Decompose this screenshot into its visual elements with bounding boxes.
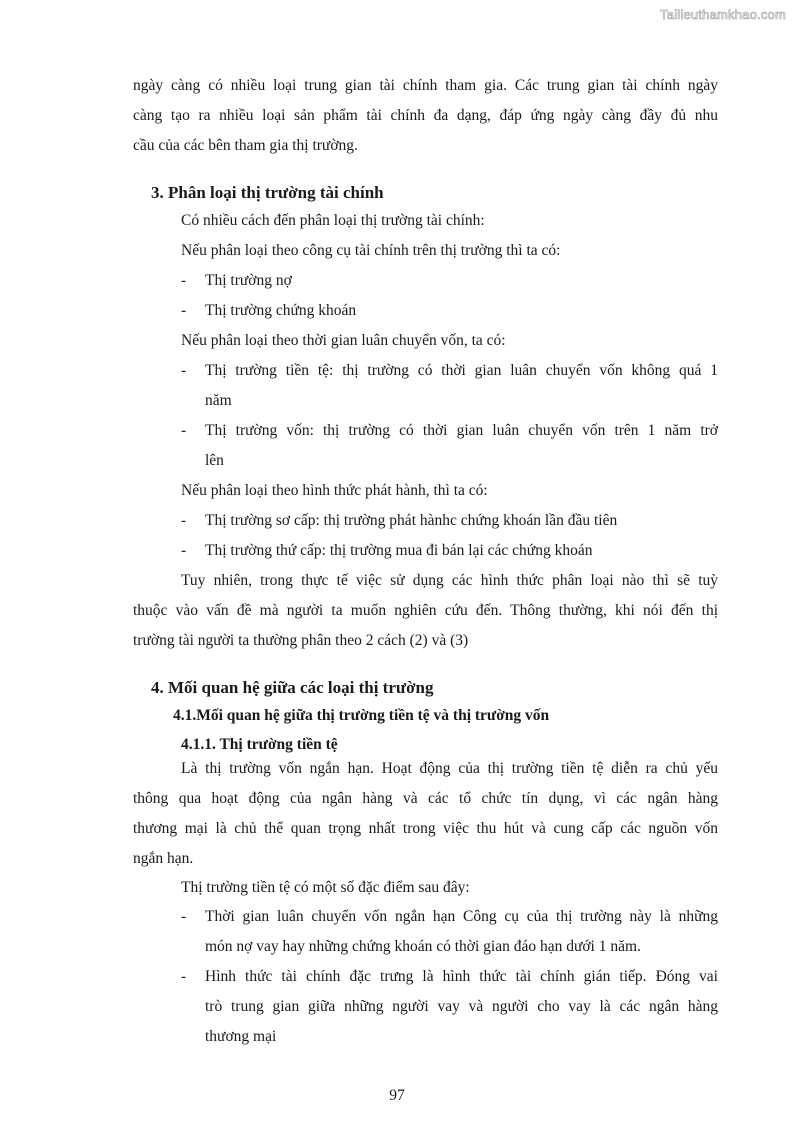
paragraph-line: ngắn hạn.	[133, 850, 194, 867]
list-item: Thị trường sơ cấp: thị trường phát hànhc chứng khoán lần đầu tiên	[205, 512, 618, 529]
intro-line-3: cầu của các bên tham gia thị trường.	[133, 137, 358, 154]
list-item: Thị trường chứng khoán	[205, 302, 357, 319]
intro-line-1: ngày càng có nhiều loại trung gian tài chính tham gia. Các trung gian tài chính ngày	[133, 77, 718, 94]
bullet-dash: -	[181, 968, 187, 985]
list-item: Thị trường vốn: thị trường có thời gian luân chuyển vốn trên 1 năm trở	[205, 422, 718, 439]
list-item: Thời gian luân chuyển vốn ngắn hạn Công cụ của thị trường này là những	[205, 908, 718, 925]
section-3-heading: 3. Phân loại thị trường tài chính	[151, 183, 384, 202]
list-item-continuation: lên	[205, 452, 224, 469]
page-number: 97	[389, 1087, 405, 1104]
paragraph: Có nhiều cách đến phân loại thị trường tài chính:	[181, 212, 485, 229]
list-item: Thị trường nợ	[205, 272, 292, 289]
bullet-dash: -	[181, 908, 187, 925]
paragraph: Tuy nhiên, trong thực tế việc sử dụng các hình thức phân loại nào thì sẽ tuỳ	[181, 572, 718, 589]
list-item-continuation: năm	[205, 392, 232, 409]
list-item-continuation: thương mại	[205, 1028, 277, 1045]
list-item-continuation: món nợ vay hay những chứng khoán có thời gian đáo hạn dưới 1 năm.	[205, 938, 641, 955]
paragraph-line: thuộc vào vấn đề mà người ta muốn nghiên cứu đến. Thông thường, khi nói đến thị	[133, 602, 718, 619]
list-item-continuation: trò trung gian giữa những người vay và người cho vay là các ngân hàng	[205, 998, 718, 1015]
paragraph: Nếu phân loại theo thời gian luân chuyển vốn, ta có:	[181, 332, 506, 349]
watermark: Tailieuthamkhao.com	[660, 7, 786, 22]
subsection-heading: 4.1.Mối quan hệ giữa thị trường tiền tệ và thị trường vốn	[173, 707, 550, 724]
paragraph: Thị trường tiền tệ có một số đặc điểm sau đây:	[181, 879, 470, 896]
paragraph-line: thông qua hoạt động của ngân hàng và các tổ chức tín dụng, vì các ngân hàng	[133, 790, 718, 807]
bullet-dash: -	[181, 542, 187, 559]
subsubsection-heading: 4.1.1. Thị trường tiền tệ	[181, 736, 338, 753]
paragraph: Nếu phân loại theo hình thức phát hành, thì ta có:	[181, 482, 488, 499]
paragraph: Là thị trường vốn ngắn hạn. Hoạt động của thị trường tiền tệ diễn ra chủ yếu	[181, 760, 718, 777]
paragraph-line: trường tài người ta thường phân theo 2 cách (2) và (3)	[133, 632, 469, 649]
list-item: Hình thức tài chính đặc trưng là hình thức tài chính gián tiếp. Đóng vai	[205, 968, 718, 985]
list-item: Thị trường tiền tệ: thị trường có thời gian luân chuyển vốn không quá 1	[205, 362, 718, 379]
bullet-dash: -	[181, 422, 187, 439]
list-item: Thị trường thứ cấp: thị trường mua đi bán lại các chứng khoán	[205, 542, 593, 559]
paragraph-line: thương mại là chủ thể quan trọng nhất trong việc thu hút và cung cấp các nguồn vốn	[133, 820, 718, 837]
bullet-dash: -	[181, 512, 187, 529]
bullet-dash: -	[181, 302, 187, 319]
section-4-heading: 4. Mối quan hệ giữa các loại thị trường	[151, 678, 434, 697]
bullet-dash: -	[181, 362, 187, 379]
paragraph: Nếu phân loại theo công cụ tài chính trên thị trường thì ta có:	[181, 242, 561, 259]
intro-line-2: càng tạo ra nhiều loại sản phẩm tài chính đa dạng, đáp ứng ngày càng đầy đủ nhu	[133, 107, 718, 124]
bullet-dash: -	[181, 272, 187, 289]
